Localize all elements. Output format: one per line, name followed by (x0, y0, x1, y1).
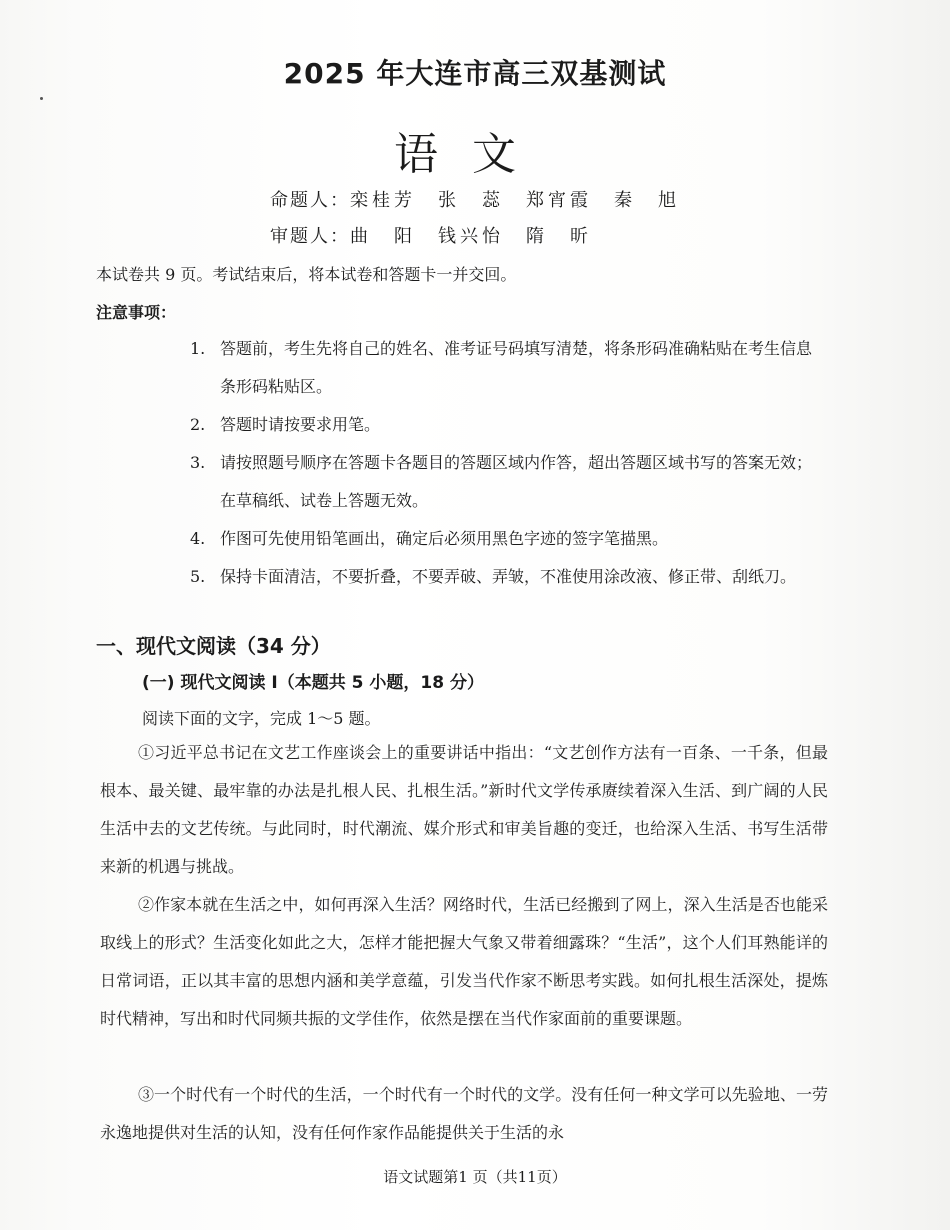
notice-item (190, 406, 820, 444)
notice-number: 5. (190, 567, 206, 586)
notice-text: 答题前，考生先将自己的姓名、准考证号码填写清楚，将条形码准确粘贴在考生信息条形码粘贴区。 (220, 339, 813, 396)
notice-text: 请按照题号顺序在答题卡各题目的答题区域内作答，超出答题区域书写的答案无效；在草稿纸、试卷上答题无效。 (220, 453, 813, 510)
notice-heading: 注意事项： (96, 303, 177, 322)
passage-paragraph-2: ②作家本就在生活之中，如何再深入生活？网络时代，生活已经搬到了网上，深入生活是否也能采取线上的形式？生活变化如此之大，怎样才能把握大气象又带着细露珠？“生活”，这个人们耳熟能详的日常词语，正以其丰富的思想内涵和美学意蕴，引发当代作家不断思考实践。如何扎根生活深处，提炼时代精神，写出和时代同频共振的文学佳作，依然是摆在当代作家面前的重要课题。 (100, 895, 828, 1028)
reading-instruction: 阅读下面的文字，完成 1～5 题。 (142, 709, 381, 728)
notice-number: 2. (190, 415, 206, 434)
page-footer: 语文试题第1 页（共11页） (383, 1168, 567, 1186)
section-subheading: (一) 现代文阅读 I（本题共 5 小题，18 分） (142, 673, 484, 693)
notice-number: 4. (190, 529, 206, 548)
subject-title: 语文 (394, 129, 550, 180)
authors-label: 命题人： (270, 190, 350, 211)
notice-text: 保持卡面清洁，不要折叠，不要弄破、弄皱，不准使用涂改液、修正带、刮纸刀。 (220, 567, 797, 586)
notice-list (190, 330, 820, 596)
notice-text: 答题时请按要求用笔。 (220, 415, 381, 434)
notice-number: 3. (190, 453, 206, 472)
reviewers-names: 曲 阳 钱兴怡 隋 昕 (350, 226, 592, 247)
notice-item (190, 558, 820, 596)
passage-paragraph-1: ①习近平总书记在文艺工作座谈会上的重要讲话中指出：“文艺创作方法有一百条、一千条，但最根本、最关键、最牢靠的办法是扎根人民、扎根生活。”新时代文学传承赓续着深入生活、到广阔的人民生活中去的文艺传统。与此同时，时代潮流、媒介形式和审美旨趣的变迁，也给深入生活、书写生活带来新的机遇与挑战。 (100, 743, 828, 876)
notice-item (190, 444, 820, 520)
reviewers-label: 审题人： (270, 226, 350, 247)
passage-paragraph-3: ③一个时代有一个时代的生活，一个时代有一个时代的文学。没有任何一种文学可以先验地、一劳永逸地提供对生活的认知，没有任何作家作品能提供关于生活的永 (100, 1085, 828, 1142)
notice-number: 1. (190, 339, 206, 358)
authors-names: 栾桂芳 张 蕊 郑宵霞 秦 旭 (350, 190, 680, 211)
paper-speck (40, 97, 43, 100)
exam-title: 2025 年大连市高三双基测试 (283, 57, 667, 90)
exam-intro: 本试卷共 9 页。考试结束后，将本试卷和答题卡一并交回。 (96, 265, 517, 284)
reviewers-line (270, 222, 592, 248)
authors-line (270, 186, 680, 212)
section-heading: 一、现代文阅读（34 分） (96, 634, 331, 658)
notice-item (190, 330, 820, 406)
notice-item (190, 520, 820, 558)
notice-text: 作图可先使用铅笔画出，确定后必须用黑色字迹的签字笔描黑。 (220, 529, 669, 548)
